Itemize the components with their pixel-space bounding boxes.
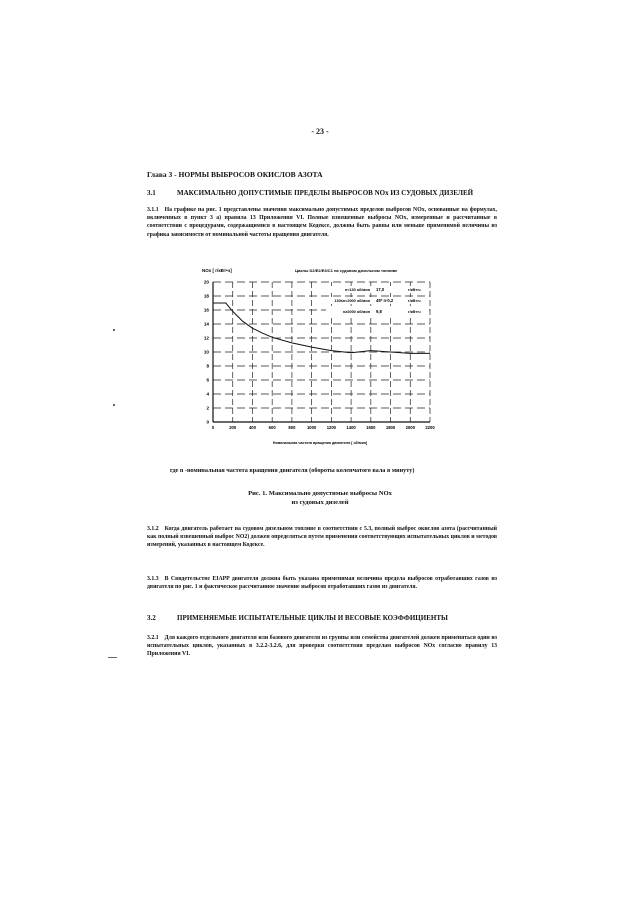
paragraph-number: 3.1.3: [147, 576, 159, 582]
figure-title: [0, 489, 640, 507]
paragraph-number: 3.2.1: [147, 635, 159, 641]
figure-title-line-1: Рис. 1. Максимально допустимые выбросы NOx: [248, 490, 392, 497]
paragraph-number: 3.1.2: [147, 526, 159, 532]
y-tick-label: 2: [206, 405, 209, 411]
y-tick-label: 18: [203, 293, 209, 299]
y-tick-label: 6: [206, 377, 209, 383]
y-tick-label: 12: [203, 335, 209, 341]
x-tick-label: 1200: [326, 425, 337, 430]
section-3-1-heading: [147, 189, 473, 197]
paragraph-3-2-1: [147, 634, 497, 659]
x-tick-label: 2200: [425, 425, 435, 430]
y-tick-label: 0: [206, 419, 209, 425]
legend-unit: г/кВт•ч: [408, 310, 421, 314]
margin-dash: [108, 657, 117, 658]
paragraph-3-1-2: [147, 525, 497, 550]
paragraph-3-1-3: [147, 575, 497, 591]
section-3-2-heading: [147, 614, 448, 622]
y-tick-label: 16: [203, 307, 209, 313]
x-tick-label: 600: [268, 425, 276, 430]
margin-dot: [113, 329, 115, 331]
legend-value: 17,0: [376, 287, 385, 292]
section-number: 3.1: [147, 189, 156, 197]
paragraph-text: В Свидетельстве EIAPP двигателя должна быть указана применимая величина предела выбросов отработавших газов из двигателя по рис. 1 и фактическое рассчитанное значение выбросов отработавших газов из двигателя.: [147, 576, 497, 591]
legend-condition: 130≤n<2000 об/мин: [334, 299, 370, 303]
y-tick-label: 4: [206, 391, 209, 397]
y-tick-label: 20: [203, 279, 209, 285]
section-number: 3.2: [147, 614, 156, 622]
paragraph-number: 3.1.1: [147, 207, 159, 213]
section-title: МАКСИМАЛЬНО ДОПУСТИМЫЕ ПРЕДЕЛЫ ВЫБРОСОВ NOx ИЗ СУДОВЫХ ДИЗЕЛЕЙ: [177, 189, 474, 197]
legend-unit: г/кВт•ч: [408, 288, 421, 292]
chart-y-ticks: [204, 280, 210, 425]
page-number: - 23 -: [311, 127, 329, 136]
chart-title: Циклы D2/E2/E3/C1 на судовом дизельном топливе: [295, 268, 398, 273]
legend-condition: n<130 об/мин: [344, 288, 370, 292]
y-tick-label: 8: [206, 363, 209, 369]
x-tick-label: 800: [288, 425, 296, 430]
x-tick-label: 1800: [385, 425, 396, 430]
margin-dot: [113, 404, 115, 406]
paragraph-text: Для каждого отдельного двигателя или базового двигателя из группы или семейства двигателей должен применяться один из испытательных циклов, указанных в 3.2.2-3.2.6, для проверки соответствия пределам выбросов NOx согласно правилу 13 Приложения VI.: [147, 635, 497, 658]
x-tick-label: 200: [229, 425, 237, 430]
paragraph-text: Когда двигатель работает на судовом дизельном топливе в соответствии с 5.3, полный выброс окислов азота (рассчитанный как полный взвешенный выброс NO2) должен определяться путем применения соответствующих испытательных циклов и методов измерений, указанных в настоящем Кодексе.: [147, 526, 497, 549]
x-tick-label: 400: [248, 425, 256, 430]
chart-xlabel: Номинальная частота вращения двигателя [ об/мин]: [272, 441, 368, 445]
x-tick-label: 2000: [405, 425, 415, 430]
x-tick-label: 1000: [306, 425, 317, 430]
legend-value: 45* n-0,2: [376, 298, 394, 303]
legend-unit: г/кВт•ч: [408, 299, 421, 303]
figure-title-line-2: из судовых дизелей: [291, 499, 349, 506]
legend-condition: n≥2000 об/мин: [342, 310, 370, 314]
x-tick-label: 1600: [366, 425, 376, 430]
y-tick-label: 10: [203, 349, 209, 355]
x-tick-label: 0: [211, 425, 215, 430]
chapter-title: Глава 3 - НОРМЫ ВЫБРОСОВ ОКИСЛОВ АЗОТА: [147, 170, 323, 179]
chart-ylabel: NOx [ г/кВт•ч]: [202, 268, 232, 273]
legend-value: 9,8: [376, 309, 382, 314]
y-tick-label: 14: [203, 321, 209, 327]
chart-legend: [326, 286, 428, 315]
paragraph-3-1-1: [147, 206, 497, 239]
x-tick-label: 1400: [346, 425, 356, 430]
section-title: ПРИМЕНЯЕМЫЕ ИСПЫТАТЕЛЬНЫЕ ЦИКЛЫ И ВЕСОВЫЕ КОЭФФИЦИЕНТЫ: [177, 614, 448, 622]
paragraph-text: На графике на рис. 1 представлены значения максимально допустимых пределов выбросов NOx, основанные на формулах, включенных в пункт 3 а) правила 13 Приложения VI. Полные взвешенные выбросы NOx, измеренные и рассчитанные в соответствии с процедурами, содержащимися в настоящем Кодексе, должны быть равны или меньше применимой величины из графика зависимости от номинальной частоты вращения двигателя.: [147, 207, 497, 238]
chart-x-ticks: [212, 425, 435, 430]
figure-where-note: где n -номинальная частота вращения двигателя (обороты коленчатого вала в минуту): [170, 467, 415, 474]
nox-limit-chart: [180, 262, 440, 452]
